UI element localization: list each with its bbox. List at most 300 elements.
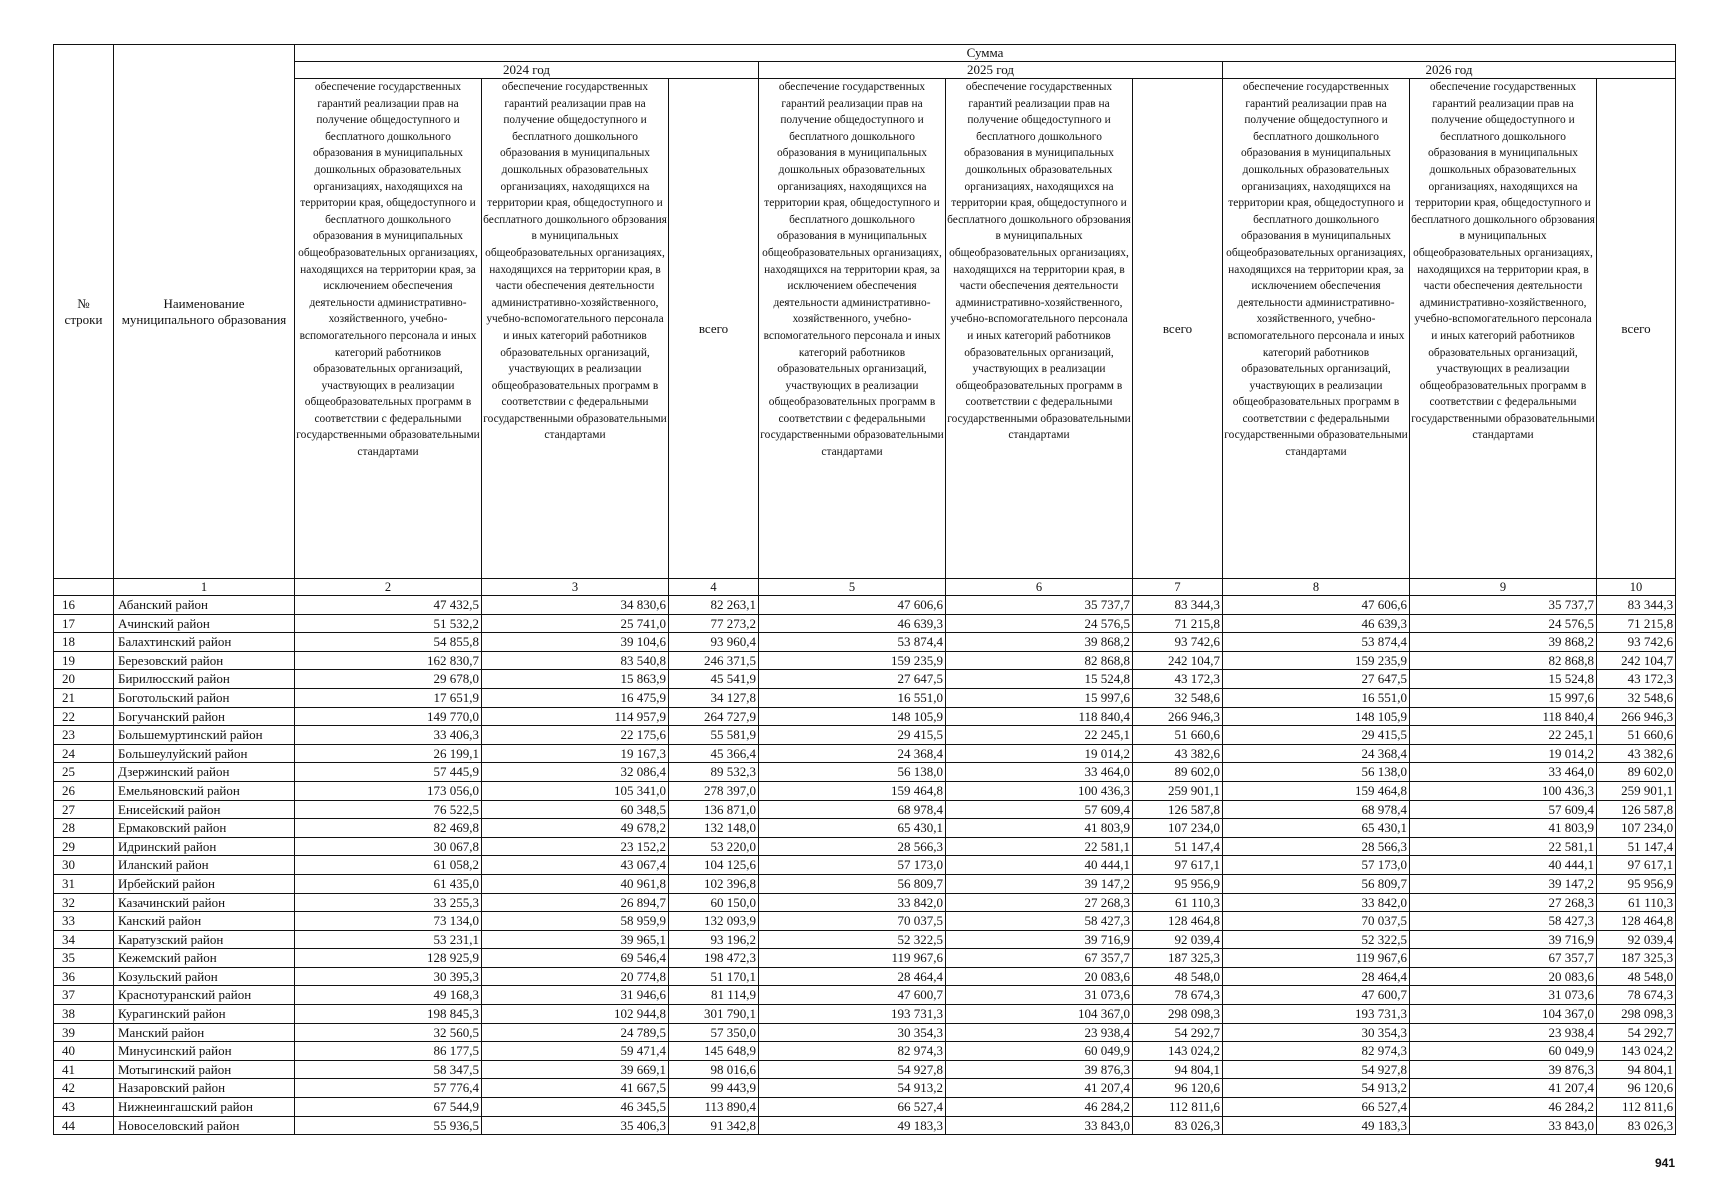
municipality-name-cell: Казачинский район bbox=[114, 893, 295, 912]
amount-cell: 82 974,3 bbox=[1223, 1042, 1410, 1061]
amount-cell: 100 436,3 bbox=[946, 781, 1133, 800]
municipality-name-cell: Бирилюсский район bbox=[114, 670, 295, 689]
amount-cell: 54 927,8 bbox=[1223, 1060, 1410, 1079]
municipality-name-cell: Мотыгинский район bbox=[114, 1060, 295, 1079]
amount-cell: 39 669,1 bbox=[482, 1060, 669, 1079]
amount-cell: 35 737,7 bbox=[946, 596, 1133, 615]
amount-cell: 143 024,2 bbox=[1133, 1042, 1223, 1061]
table-row bbox=[54, 986, 1676, 1005]
column-numbers-row bbox=[54, 579, 1676, 596]
municipality-name-cell: Манский район bbox=[114, 1023, 295, 1042]
amount-cell: 68 978,4 bbox=[1223, 800, 1410, 819]
amount-cell: 126 587,8 bbox=[1133, 800, 1223, 819]
amount-cell: 35 737,7 bbox=[1410, 596, 1597, 615]
amount-cell: 78 674,3 bbox=[1597, 986, 1676, 1005]
amount-cell: 53 874,4 bbox=[759, 633, 946, 652]
table-row bbox=[54, 744, 1676, 763]
amount-cell: 15 863,9 bbox=[482, 670, 669, 689]
amount-cell: 159 464,8 bbox=[1223, 781, 1410, 800]
amount-cell: 99 443,9 bbox=[669, 1079, 759, 1098]
table-row bbox=[54, 874, 1676, 893]
amount-cell: 31 073,6 bbox=[1410, 986, 1597, 1005]
amount-cell: 15 997,6 bbox=[946, 688, 1133, 707]
header-2025-total: всего bbox=[1133, 79, 1223, 579]
amount-cell: 20 774,8 bbox=[482, 967, 669, 986]
amount-cell: 55 936,5 bbox=[295, 1116, 482, 1135]
amount-cell: 46 345,5 bbox=[482, 1098, 669, 1117]
row-number-cell: 28 bbox=[54, 819, 114, 838]
row-number-cell: 29 bbox=[54, 837, 114, 856]
municipality-name-cell: Ермаковский район bbox=[114, 819, 295, 838]
amount-cell: 78 674,3 bbox=[1133, 986, 1223, 1005]
amount-cell: 41 803,9 bbox=[946, 819, 1133, 838]
amount-cell: 66 527,4 bbox=[759, 1098, 946, 1117]
row-number-cell: 19 bbox=[54, 651, 114, 670]
table-row bbox=[54, 856, 1676, 875]
amount-cell: 57 776,4 bbox=[295, 1079, 482, 1098]
amount-cell: 54 855,8 bbox=[295, 633, 482, 652]
amount-cell: 51 170,1 bbox=[669, 967, 759, 986]
amount-cell: 187 325,3 bbox=[1133, 949, 1223, 968]
amount-cell: 15 524,8 bbox=[1410, 670, 1597, 689]
amount-cell: 105 341,0 bbox=[482, 781, 669, 800]
amount-cell: 33 464,0 bbox=[1410, 763, 1597, 782]
header-year-2025: 2025 год bbox=[759, 62, 1223, 79]
row-number-cell: 38 bbox=[54, 1005, 114, 1024]
amount-cell: 61 110,3 bbox=[1597, 893, 1676, 912]
row-number-cell: 27 bbox=[54, 800, 114, 819]
amount-cell: 22 245,1 bbox=[946, 726, 1133, 745]
amount-cell: 104 367,0 bbox=[1410, 1005, 1597, 1024]
header-year-2026: 2026 год bbox=[1223, 62, 1676, 79]
row-number-cell: 31 bbox=[54, 874, 114, 893]
amount-cell: 89 602,0 bbox=[1133, 763, 1223, 782]
amount-cell: 51 532,2 bbox=[295, 614, 482, 633]
header-2024-col-a: обеспечение государственных гарантий реализации прав на получение общедоступного и бесплатного дошкольного образования в муниципальных дошкольных образовательных организациях, находящихся на территории края, общедоступного и бесплатного дошкольного образования в муниципальных общеобразовательных организациях, находящихся на территории края, за исключением обеспечения деятельности административно-хозяйственного, учебно-вспомогательного персонала и иных категорий работников образовательных организаций, участвующих в реализации общеобразовательных программ в соответствии с федеральными государственными образовательными стандартами bbox=[295, 79, 482, 579]
row-number-cell: 20 bbox=[54, 670, 114, 689]
header-2026-total: всего bbox=[1597, 79, 1676, 579]
budget-table-sheet bbox=[53, 44, 1675, 1135]
amount-cell: 33 464,0 bbox=[946, 763, 1133, 782]
amount-cell: 83 540,8 bbox=[482, 651, 669, 670]
amount-cell: 159 464,8 bbox=[759, 781, 946, 800]
amount-cell: 39 965,1 bbox=[482, 930, 669, 949]
municipality-name-cell: Новоселовский район bbox=[114, 1116, 295, 1135]
amount-cell: 132 148,0 bbox=[669, 819, 759, 838]
amount-cell: 89 602,0 bbox=[1597, 763, 1676, 782]
row-number-cell: 23 bbox=[54, 726, 114, 745]
column-number: 6 bbox=[946, 579, 1133, 596]
municipality-name-cell: Большеулуйский район bbox=[114, 744, 295, 763]
table-row bbox=[54, 930, 1676, 949]
amount-cell: 54 927,8 bbox=[759, 1060, 946, 1079]
amount-cell: 67 544,9 bbox=[295, 1098, 482, 1117]
amount-cell: 104 125,6 bbox=[669, 856, 759, 875]
amount-cell: 19 167,3 bbox=[482, 744, 669, 763]
amount-cell: 40 444,1 bbox=[1410, 856, 1597, 875]
amount-cell: 22 581,1 bbox=[1410, 837, 1597, 856]
column-number: 3 bbox=[482, 579, 669, 596]
amount-cell: 67 357,7 bbox=[946, 949, 1133, 968]
amount-cell: 28 566,3 bbox=[1223, 837, 1410, 856]
amount-cell: 25 741,0 bbox=[482, 614, 669, 633]
municipality-name-cell: Богучанский район bbox=[114, 707, 295, 726]
amount-cell: 35 406,3 bbox=[482, 1116, 669, 1135]
amount-cell: 278 397,0 bbox=[669, 781, 759, 800]
amount-cell: 22 245,1 bbox=[1410, 726, 1597, 745]
amount-cell: 16 551,0 bbox=[759, 688, 946, 707]
amount-cell: 98 016,6 bbox=[669, 1060, 759, 1079]
row-number-cell: 32 bbox=[54, 893, 114, 912]
amount-cell: 46 639,3 bbox=[1223, 614, 1410, 633]
amount-cell: 95 956,9 bbox=[1597, 874, 1676, 893]
amount-cell: 33 255,3 bbox=[295, 893, 482, 912]
amount-cell: 39 147,2 bbox=[1410, 874, 1597, 893]
table-row bbox=[54, 781, 1676, 800]
amount-cell: 45 366,4 bbox=[669, 744, 759, 763]
column-number: 10 bbox=[1597, 579, 1676, 596]
amount-cell: 143 024,2 bbox=[1597, 1042, 1676, 1061]
amount-cell: 29 678,0 bbox=[295, 670, 482, 689]
row-number-cell: 16 bbox=[54, 596, 114, 615]
amount-cell: 65 430,1 bbox=[759, 819, 946, 838]
amount-cell: 43 067,4 bbox=[482, 856, 669, 875]
header-sum: Сумма bbox=[295, 45, 1676, 62]
amount-cell: 46 284,2 bbox=[946, 1098, 1133, 1117]
row-number-cell: 21 bbox=[54, 688, 114, 707]
amount-cell: 128 464,8 bbox=[1597, 912, 1676, 931]
amount-cell: 96 120,6 bbox=[1133, 1079, 1223, 1098]
amount-cell: 119 967,6 bbox=[759, 949, 946, 968]
amount-cell: 77 273,2 bbox=[669, 614, 759, 633]
amount-cell: 33 842,0 bbox=[1223, 893, 1410, 912]
amount-cell: 31 073,6 bbox=[946, 986, 1133, 1005]
amount-cell: 94 804,1 bbox=[1597, 1060, 1676, 1079]
amount-cell: 301 790,1 bbox=[669, 1005, 759, 1024]
amount-cell: 30 354,3 bbox=[1223, 1023, 1410, 1042]
amount-cell: 23 938,4 bbox=[1410, 1023, 1597, 1042]
amount-cell: 57 609,4 bbox=[946, 800, 1133, 819]
amount-cell: 96 120,6 bbox=[1597, 1079, 1676, 1098]
amount-cell: 32 086,4 bbox=[482, 763, 669, 782]
amount-cell: 66 527,4 bbox=[1223, 1098, 1410, 1117]
amount-cell: 264 727,9 bbox=[669, 707, 759, 726]
amount-cell: 54 292,7 bbox=[1133, 1023, 1223, 1042]
amount-cell: 259 901,1 bbox=[1133, 781, 1223, 800]
amount-cell: 61 110,3 bbox=[1133, 893, 1223, 912]
amount-cell: 28 464,4 bbox=[759, 967, 946, 986]
amount-cell: 83 026,3 bbox=[1133, 1116, 1223, 1135]
amount-cell: 118 840,4 bbox=[946, 707, 1133, 726]
amount-cell: 198 845,3 bbox=[295, 1005, 482, 1024]
amount-cell: 40 444,1 bbox=[946, 856, 1133, 875]
amount-cell: 266 946,3 bbox=[1597, 707, 1676, 726]
amount-cell: 24 789,5 bbox=[482, 1023, 669, 1042]
amount-cell: 81 114,9 bbox=[669, 986, 759, 1005]
amount-cell: 39 716,9 bbox=[1410, 930, 1597, 949]
amount-cell: 16 551,0 bbox=[1223, 688, 1410, 707]
amount-cell: 52 322,5 bbox=[1223, 930, 1410, 949]
amount-cell: 187 325,3 bbox=[1597, 949, 1676, 968]
amount-cell: 93 960,4 bbox=[669, 633, 759, 652]
amount-cell: 102 396,8 bbox=[669, 874, 759, 893]
amount-cell: 19 014,2 bbox=[1410, 744, 1597, 763]
amount-cell: 82 263,1 bbox=[669, 596, 759, 615]
amount-cell: 26 894,7 bbox=[482, 893, 669, 912]
amount-cell: 259 901,1 bbox=[1597, 781, 1676, 800]
amount-cell: 193 731,3 bbox=[1223, 1005, 1410, 1024]
amount-cell: 60 150,0 bbox=[669, 893, 759, 912]
row-number-cell: 26 bbox=[54, 781, 114, 800]
amount-cell: 32 548,6 bbox=[1597, 688, 1676, 707]
table-row bbox=[54, 726, 1676, 745]
amount-cell: 59 471,4 bbox=[482, 1042, 669, 1061]
amount-cell: 23 938,4 bbox=[946, 1023, 1133, 1042]
column-number: 9 bbox=[1410, 579, 1597, 596]
page-number: 941 bbox=[1655, 1156, 1676, 1170]
municipality-name-cell: Абанский район bbox=[114, 596, 295, 615]
row-number-cell: 43 bbox=[54, 1098, 114, 1117]
column-number: 2 bbox=[295, 579, 482, 596]
amount-cell: 92 039,4 bbox=[1133, 930, 1223, 949]
amount-cell: 107 234,0 bbox=[1597, 819, 1676, 838]
amount-cell: 51 660,6 bbox=[1133, 726, 1223, 745]
amount-cell: 198 472,3 bbox=[669, 949, 759, 968]
row-number-cell: 35 bbox=[54, 949, 114, 968]
row-number-cell: 33 bbox=[54, 912, 114, 931]
row-number-cell: 37 bbox=[54, 986, 114, 1005]
amount-cell: 32 560,5 bbox=[295, 1023, 482, 1042]
amount-cell: 266 946,3 bbox=[1133, 707, 1223, 726]
row-number-cell: 34 bbox=[54, 930, 114, 949]
table-row bbox=[54, 1060, 1676, 1079]
municipality-name-cell: Балахтинский район bbox=[114, 633, 295, 652]
table-row bbox=[54, 912, 1676, 931]
amount-cell: 51 147,4 bbox=[1597, 837, 1676, 856]
amount-cell: 89 532,3 bbox=[669, 763, 759, 782]
table-row bbox=[54, 651, 1676, 670]
row-number-cell: 30 bbox=[54, 856, 114, 875]
amount-cell: 41 667,5 bbox=[482, 1079, 669, 1098]
amount-cell: 242 104,7 bbox=[1133, 651, 1223, 670]
amount-cell: 58 427,3 bbox=[946, 912, 1133, 931]
amount-cell: 48 548,0 bbox=[1133, 967, 1223, 986]
row-number-cell: 18 bbox=[54, 633, 114, 652]
amount-cell: 82 868,8 bbox=[946, 651, 1133, 670]
amount-cell: 71 215,8 bbox=[1597, 614, 1676, 633]
table-row bbox=[54, 893, 1676, 912]
header-row-no: № строки bbox=[54, 45, 114, 579]
amount-cell: 83 344,3 bbox=[1133, 596, 1223, 615]
column-number: 5 bbox=[759, 579, 946, 596]
amount-cell: 114 957,9 bbox=[482, 707, 669, 726]
amount-cell: 128 925,9 bbox=[295, 949, 482, 968]
amount-cell: 159 235,9 bbox=[1223, 651, 1410, 670]
table-row bbox=[54, 967, 1676, 986]
amount-cell: 57 173,0 bbox=[1223, 856, 1410, 875]
header-2024-total: всего bbox=[669, 79, 759, 579]
column-number bbox=[54, 579, 114, 596]
amount-cell: 47 600,7 bbox=[1223, 986, 1410, 1005]
table-row bbox=[54, 633, 1676, 652]
amount-cell: 33 843,0 bbox=[946, 1116, 1133, 1135]
amount-cell: 56 138,0 bbox=[759, 763, 946, 782]
municipality-name-cell: Минусинский район bbox=[114, 1042, 295, 1061]
amount-cell: 43 382,6 bbox=[1133, 744, 1223, 763]
amount-cell: 102 944,8 bbox=[482, 1005, 669, 1024]
municipality-name-cell: Козульский район bbox=[114, 967, 295, 986]
municipality-name-cell: Ирбейский район bbox=[114, 874, 295, 893]
municipality-name-cell: Идринский район bbox=[114, 837, 295, 856]
header-year-2024: 2024 год bbox=[295, 62, 759, 79]
table-row bbox=[54, 1098, 1676, 1117]
amount-cell: 97 617,1 bbox=[1597, 856, 1676, 875]
row-number-cell: 17 bbox=[54, 614, 114, 633]
amount-cell: 30 067,8 bbox=[295, 837, 482, 856]
amount-cell: 86 177,5 bbox=[295, 1042, 482, 1061]
amount-cell: 52 322,5 bbox=[759, 930, 946, 949]
header-2026-col-a: обеспечение государственных гарантий реализации прав на получение общедоступного и бесплатного дошкольного образования в муниципальных дошкольных образовательных организациях, находящихся на территории края, общедоступного и бесплатного дошкольного образования в муниципальных общеобразовательных организациях, находящихся на территории края, за исключением обеспечения деятельности административно-хозяйственного, учебно-вспомогательного персонала и иных категорий работников образовательных организаций, участвующих в реализации общеобразовательных программ в соответствии с федеральными государственными образовательными стандартами bbox=[1223, 79, 1410, 579]
amount-cell: 107 234,0 bbox=[1133, 819, 1223, 838]
header-2025-col-b: обеспечение государственных гарантий реализации прав на получение общедоступного и бесплатного дошкольного образования в муниципальных дошкольных образовательных организациях, находящихся на территории края, общедоступного и бесплатного дошкольного обрзования в муниципальных общеобразовательных организациях, находящихся на территории края, в части обеспечения деятельности административно-хозяйственного, учебно-вспомогательного персонала и иных категорий работников образовательных организаций, участвующих в реализации общеобразовательных программ в соответствии с федеральными государственными образовательными стандартами bbox=[946, 79, 1133, 579]
amount-cell: 47 600,7 bbox=[759, 986, 946, 1005]
amount-cell: 91 342,8 bbox=[669, 1116, 759, 1135]
table-row bbox=[54, 707, 1676, 726]
amount-cell: 246 371,5 bbox=[669, 651, 759, 670]
column-number: 1 bbox=[114, 579, 295, 596]
amount-cell: 136 871,0 bbox=[669, 800, 759, 819]
amount-cell: 45 541,9 bbox=[669, 670, 759, 689]
amount-cell: 68 978,4 bbox=[759, 800, 946, 819]
amount-cell: 56 809,7 bbox=[1223, 874, 1410, 893]
table-row bbox=[54, 1005, 1676, 1024]
municipality-name-cell: Канский район bbox=[114, 912, 295, 931]
amount-cell: 67 357,7 bbox=[1410, 949, 1597, 968]
amount-cell: 83 344,3 bbox=[1597, 596, 1676, 615]
amount-cell: 41 207,4 bbox=[1410, 1079, 1597, 1098]
table-row bbox=[54, 614, 1676, 633]
table-row bbox=[54, 1023, 1676, 1042]
amount-cell: 39 876,3 bbox=[1410, 1060, 1597, 1079]
amount-cell: 39 868,2 bbox=[946, 633, 1133, 652]
amount-cell: 70 037,5 bbox=[1223, 912, 1410, 931]
amount-cell: 58 427,3 bbox=[1410, 912, 1597, 931]
municipality-name-cell: Нижнеингашский район bbox=[114, 1098, 295, 1117]
amount-cell: 41 803,9 bbox=[1410, 819, 1597, 838]
amount-cell: 298 098,3 bbox=[1597, 1005, 1676, 1024]
amount-cell: 22 581,1 bbox=[946, 837, 1133, 856]
amount-cell: 242 104,7 bbox=[1597, 651, 1676, 670]
table-row bbox=[54, 949, 1676, 968]
table-row bbox=[54, 1042, 1676, 1061]
municipality-name-cell: Дзержинский район bbox=[114, 763, 295, 782]
amount-cell: 93 742,6 bbox=[1597, 633, 1676, 652]
amount-cell: 54 913,2 bbox=[1223, 1079, 1410, 1098]
amount-cell: 100 436,3 bbox=[1410, 781, 1597, 800]
amount-cell: 34 830,6 bbox=[482, 596, 669, 615]
amount-cell: 104 367,0 bbox=[946, 1005, 1133, 1024]
row-number-cell: 44 bbox=[54, 1116, 114, 1135]
amount-cell: 51 147,4 bbox=[1133, 837, 1223, 856]
amount-cell: 39 716,9 bbox=[946, 930, 1133, 949]
amount-cell: 48 548,0 bbox=[1597, 967, 1676, 986]
amount-cell: 16 475,9 bbox=[482, 688, 669, 707]
amount-cell: 43 172,3 bbox=[1133, 670, 1223, 689]
amount-cell: 159 235,9 bbox=[759, 651, 946, 670]
amount-cell: 24 368,4 bbox=[759, 744, 946, 763]
amount-cell: 162 830,7 bbox=[295, 651, 482, 670]
amount-cell: 132 093,9 bbox=[669, 912, 759, 931]
amount-cell: 69 546,4 bbox=[482, 949, 669, 968]
table-row bbox=[54, 596, 1676, 615]
amount-cell: 20 083,6 bbox=[1410, 967, 1597, 986]
amount-cell: 71 215,8 bbox=[1133, 614, 1223, 633]
amount-cell: 61 435,0 bbox=[295, 874, 482, 893]
municipality-name-cell: Боготольский район bbox=[114, 688, 295, 707]
column-number: 8 bbox=[1223, 579, 1410, 596]
amount-cell: 76 522,5 bbox=[295, 800, 482, 819]
amount-cell: 61 058,2 bbox=[295, 856, 482, 875]
amount-cell: 56 809,7 bbox=[759, 874, 946, 893]
amount-cell: 27 268,3 bbox=[1410, 893, 1597, 912]
amount-cell: 60 348,5 bbox=[482, 800, 669, 819]
amount-cell: 53 231,1 bbox=[295, 930, 482, 949]
amount-cell: 58 959,9 bbox=[482, 912, 669, 931]
row-number-cell: 25 bbox=[54, 763, 114, 782]
amount-cell: 43 382,6 bbox=[1597, 744, 1676, 763]
amount-cell: 46 284,2 bbox=[1410, 1098, 1597, 1117]
amount-cell: 15 524,8 bbox=[946, 670, 1133, 689]
amount-cell: 113 890,4 bbox=[669, 1098, 759, 1117]
amount-cell: 40 961,8 bbox=[482, 874, 669, 893]
table-row bbox=[54, 1079, 1676, 1098]
municipality-name-cell: Березовский район bbox=[114, 651, 295, 670]
amount-cell: 24 576,5 bbox=[946, 614, 1133, 633]
amount-cell: 93 196,2 bbox=[669, 930, 759, 949]
amount-cell: 28 566,3 bbox=[759, 837, 946, 856]
amount-cell: 15 997,6 bbox=[1410, 688, 1597, 707]
amount-cell: 298 098,3 bbox=[1133, 1005, 1223, 1024]
amount-cell: 41 207,4 bbox=[946, 1079, 1133, 1098]
municipality-name-cell: Курагинский район bbox=[114, 1005, 295, 1024]
municipality-name-cell: Краснотуранский район bbox=[114, 986, 295, 1005]
amount-cell: 31 946,6 bbox=[482, 986, 669, 1005]
amount-cell: 70 037,5 bbox=[759, 912, 946, 931]
table-row bbox=[54, 819, 1676, 838]
row-number-cell: 40 bbox=[54, 1042, 114, 1061]
amount-cell: 30 354,3 bbox=[759, 1023, 946, 1042]
amount-cell: 148 105,9 bbox=[759, 707, 946, 726]
amount-cell: 60 049,9 bbox=[1410, 1042, 1597, 1061]
amount-cell: 173 056,0 bbox=[295, 781, 482, 800]
amount-cell: 17 651,9 bbox=[295, 688, 482, 707]
amount-cell: 92 039,4 bbox=[1597, 930, 1676, 949]
amount-cell: 56 138,0 bbox=[1223, 763, 1410, 782]
amount-cell: 60 049,9 bbox=[946, 1042, 1133, 1061]
amount-cell: 39 104,6 bbox=[482, 633, 669, 652]
amount-cell: 51 660,6 bbox=[1597, 726, 1676, 745]
amount-cell: 23 152,2 bbox=[482, 837, 669, 856]
row-number-cell: 39 bbox=[54, 1023, 114, 1042]
amount-cell: 29 415,5 bbox=[1223, 726, 1410, 745]
amount-cell: 20 083,6 bbox=[946, 967, 1133, 986]
row-number-cell: 22 bbox=[54, 707, 114, 726]
amount-cell: 82 469,8 bbox=[295, 819, 482, 838]
amount-cell: 57 173,0 bbox=[759, 856, 946, 875]
header-2025-col-a: обеспечение государственных гарантий реализации прав на получение общедоступного и бесплатного дошкольного образования в муниципальных дошкольных образовательных организациях, находящихся на территории края, общедоступного и бесплатного дошкольного образования в муниципальных общеобразовательных организациях, находящихся на территории края, за исключением обеспечения деятельности административно-хозяйственного, учебно-вспомогательного персонала и иных категорий работников образовательных организаций, участвующих в реализации общеобразовательных программ в соответствии с федеральными государственными образовательными стандартами bbox=[759, 79, 946, 579]
amount-cell: 193 731,3 bbox=[759, 1005, 946, 1024]
table-row bbox=[54, 837, 1676, 856]
